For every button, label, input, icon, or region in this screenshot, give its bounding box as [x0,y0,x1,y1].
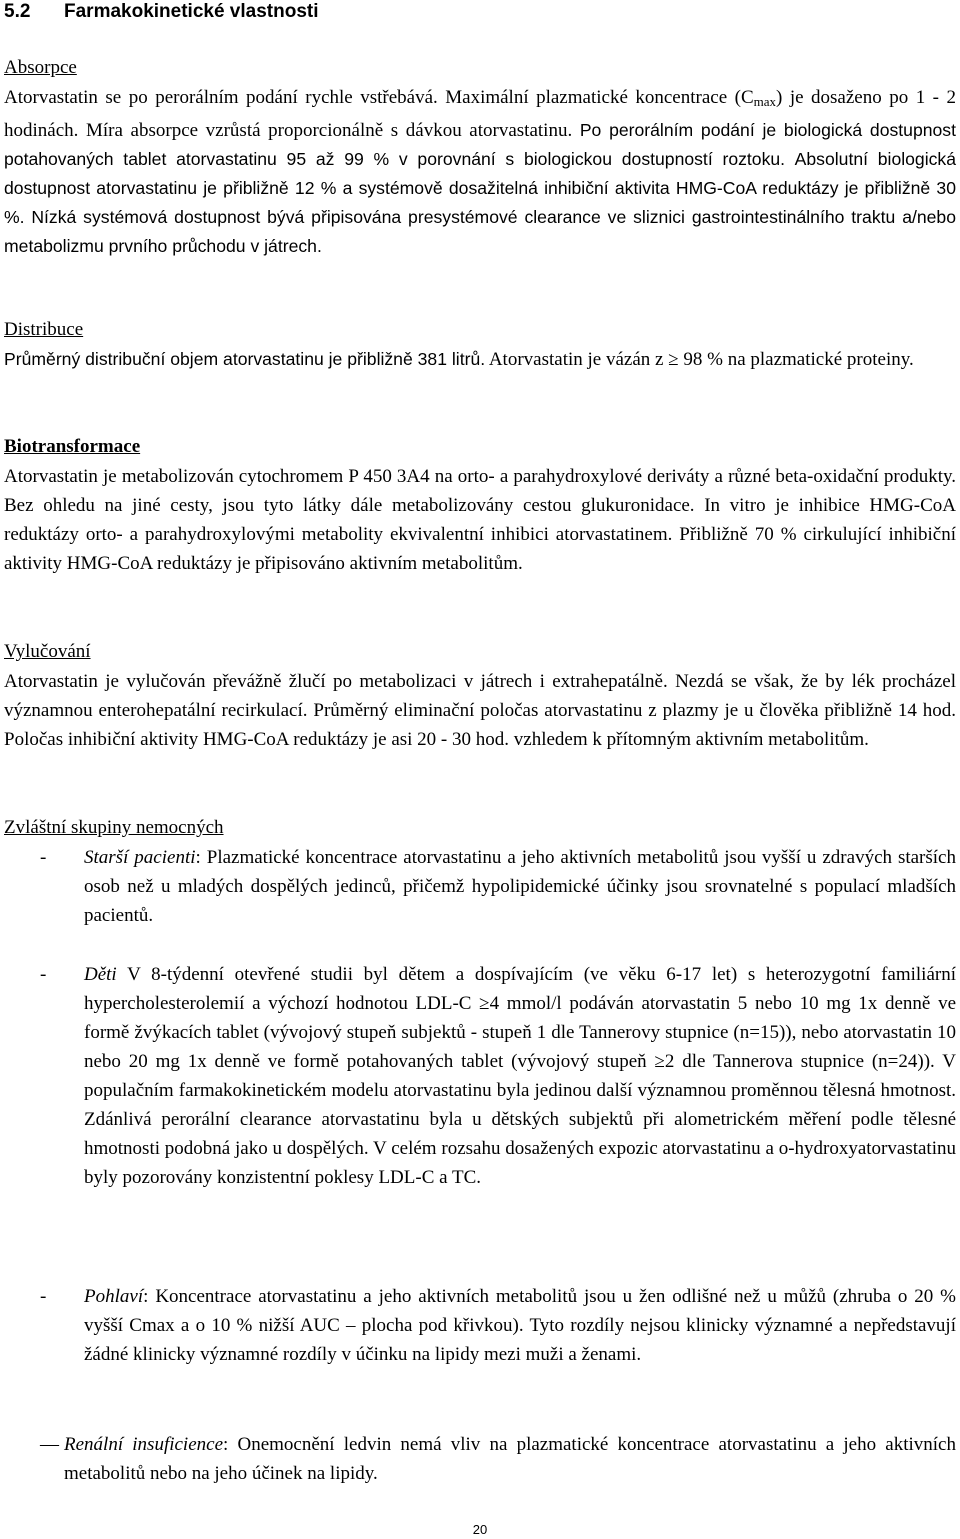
list-item-deti [40,960,956,1192]
section-title: Farmakokinetické vlastnosti [64,1,319,22]
section-number: 5.2 [4,1,31,22]
item-label: Starší pacienti [84,847,196,868]
list-item-renalni-insuficience [40,1430,956,1488]
skupiny-title: Zvláštní skupiny nemocných [4,817,224,838]
item-text: Onemocnění ledvin nemá vliv na plazmatické koncentrace atorvastatinu a jeho aktivních metabolitů nebo na jeho účinek na lipidy. [64,1434,956,1484]
item-sep: : [143,1286,156,1307]
list-marker: - [40,1286,47,1307]
item-sep: : [223,1434,238,1455]
item-text: Koncentrace atorvastatinu a jeho aktivních metabolitů jsou u žen odlišné než u můžů (zhruba o 20 % vyšší Cmax a o 10 % nižší AUC – plocha pod křivkou). Tyto rozdíly nejsou klinicky významné a nepředstavují žádné klinicky významné rozdíly v účinku na lipidy mezi muži a ženami. [84,1286,957,1365]
list-item-pohlavi [40,1282,957,1369]
vylucovani-text: Atorvastatin je vylučován převážně žlučí po metabolizaci v játrech i extrahepatálně. Nezdá se však, že by lék procházel významnou enterohepatální recirkulací. Průměrný eliminační poločas atorvastatinu z plazmy je u člověka přibližně 14 hod. Poločas inhibiční aktivity HMG-CoA reduktázy je asi 20 - 30 hod. vzhledem k přítomným aktivním metabolitům. [4,671,956,750]
biotransformace-text: Atorvastatin je metabolizován cytochromem P 450 3A4 na orto- a parahydroxylové deriváty a různé beta-oxidační produkty. Bez ohledu na jiné cesty, jsou tyto látky dále metabolizovány cestou glukuronidace. In vitro je inhibice HMG-CoA reduktázy orto- a parahydroxylovými metabolity ekvivalentní inhibici atorvastatinem. Přibližně 70 % cirkulující inhibiční aktivity HMG-CoA reduktázy je připisováno aktivním metabolitům. [4,466,956,574]
distribuce-title: Distribuce [4,319,84,340]
absorpce-p2: Po perorálním podání je biologická dostupnost potahovaných tablet atorvastatinu 95 až 99 % v porovnání s biologickou dostupností roztoku. [4,120,956,169]
list-marker: - [40,847,47,868]
absorpce-p1b: ) je dosaženo po 1 - 2 hodinách. Míra absorpce vzrůstá proporcionálně s dávkou atorvastatinu. [4,87,956,141]
section-heading [4,0,319,24]
item-label: Pohlaví [84,1286,144,1307]
list-item-starsi-pacienti [40,843,956,930]
page-number: 20 [472,1522,488,1537]
item-text: V 8-týdenní otevřené studii byl dětem a dospívajícím (ve věku 6-17 let) s heterozygotní familiární hypercholesterolemií a výchozí hodnotou LDL-C ≥4 mmol/l podáván atorvastatin 5 nebo 10 mg 1x denně ve formě žvýkacích tablet (vývojový stupeň subjektů - stupeň 1 dle Tannerovy stupnice (n=15)), nebo atorvastatin 10 nebo 20 mg 1x denně ve formě potahovaných tablet (vývojový stupeň ≥2 dle Tannerova stupnice (n=24)). V populačním farmakokinetickém modelu atorvastatinu byla jedinou další významnou proměnnou tělesná hmotnost. Zdánlivá perorální clearance atorvastatinu byla u dětských subjektů při alometrickém měření podle tělesné hmotnosti podobná jako u dospělých. V celém rozsahu dosažených expozic atorvastatinu a o-hydroxyatorvastatinu byly pozorovány konzistentní poklesy LDL-C a TC. [84,964,956,1188]
item-text: Plazmatické koncentrace atorvastatinu a jeho aktivních metabolitů jsou vyšší u zdravých starších osob než u mladých dospělých jedinců, přičemž hypolipidemické účinky jsou srovnatelné s populací mladších pacientů. [84,847,956,926]
absorpce-cmax-sub: max [753,94,777,109]
absorpce-p3: Absolutní biologická dostupnost atorvastatinu je přibližně 12 % a systémově dosažitelná inhibiční aktivita HMG-CoA reduktázy je přibližně 30 %. [4,149,956,227]
absorpce-p4: Nízká systémová dostupnost bývá připisována presystémové clearance ve sliznici gastrointestinálního traktu a/nebo metabolizmu prvního průchodu v játrech. [4,207,957,256]
item-label: Děti [84,964,117,985]
vylucovani-title: Vylučování [4,641,91,662]
list-marker: — [40,1434,59,1455]
list-marker: - [40,964,47,985]
item-sep: : [195,847,207,868]
distribuce-p1: Průměrný distribuční objem atorvastatinu je přibližně 381 litrů. [4,349,486,369]
distribuce-p2: Atorvastatin je vázán z ≥ 98 % na plazmatické proteiny. [488,349,914,370]
item-label: Renální insuficience [64,1434,224,1455]
absorpce-title: Absorpce [4,57,77,78]
absorpce-text [4,83,956,261]
distribuce-text [4,345,956,374]
absorpce-p1: Atorvastatin se po perorálním podání rychle vstřebává. Maximální plazmatické koncentrace (C [4,87,754,108]
biotransformace-title: Biotransformace [4,436,141,457]
item-sep [117,964,127,985]
